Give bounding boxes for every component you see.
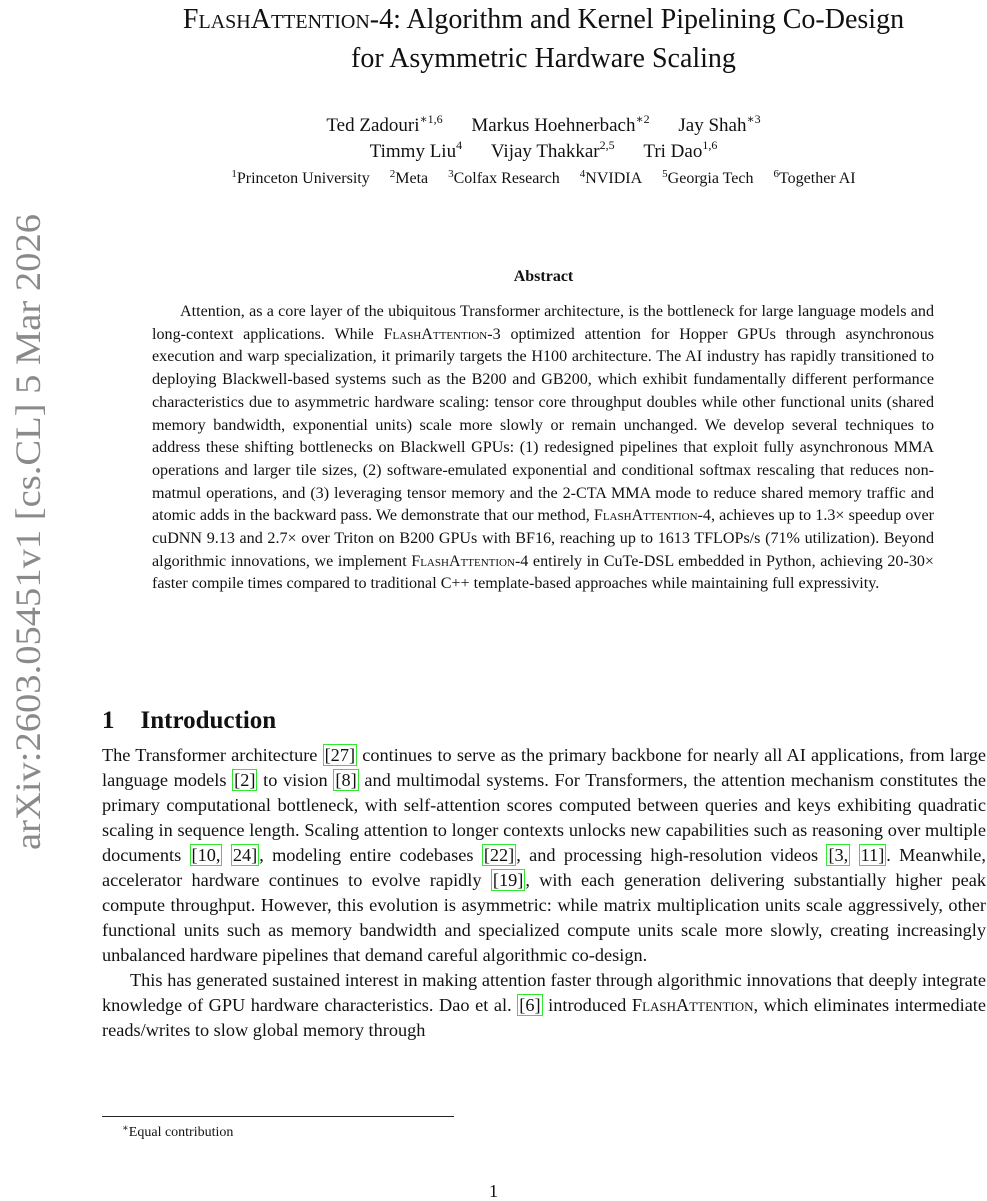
citation-link[interactable]: 11] [860,845,885,865]
paragraph: The Transformer architecture [27] continues to serve as the primary backbone for nearly all AI applications, from large language models [2] to vision [8] and multimodal systems. For Transformers, the attention mechanism constitutes the primary computational bottleneck, with self-attention scores computed between queries and keys exhibiting quadratic scaling in sequence length. Scaling attention to longer contexts unlocks new capabilities such as reasoning over multiple documents [10, 24] , modeling entire codebases [22] , and processing high-resolution videos [3, 11] . Meanwhile, accelerator hardware continues to evolve rapidly [19] , with each generation delivering substantially higher peak compute throughput. However, this evolution is asymmetric: while matrix multiplication units scale aggressively, other functional units such as memory bandwidth and specialized compute units scale more slowly, creating increasingly unbalanced hardware pipelines that demand careful algorithmic co-design. [102,745,986,965]
page-number: 1 [489,1181,498,1201]
system-name: FlashAttention [593,507,698,525]
title-line1-rest: : Algorithm and Kernel Pipelining Co-Design [393,4,905,35]
footnote-rule [102,1116,454,1117]
title-line2: for Asymmetric Hardware Scaling [351,43,736,74]
paper-title [100,0,987,78]
system-name: FlashAttention [383,325,488,343]
section-number: 1 [102,707,115,734]
arxiv-identifier: arXiv:2603.05451v1 [cs.CL] 5 Mar 2026 [8,256,48,850]
citation-link[interactable]: [2] [234,770,256,790]
citation-link[interactable]: 24] [232,845,258,865]
affiliation: $^6$Together AI [773,168,856,187]
system-name: FlashAttention [631,995,754,1015]
system-name: FlashAttention [411,552,515,570]
citation-link[interactable]: [8] [335,770,357,790]
citation-link[interactable]: [3, [828,845,849,865]
author: Vijay Thakkar$^{2,5}$ [490,138,615,162]
section-heading-introduction [102,704,276,738]
citation-link[interactable]: [10, [191,845,221,865]
affiliation: $^3$Colfax Research [448,168,560,187]
title-system-name: FlashAttention-4 [182,4,394,35]
author-row-2 [100,139,987,165]
abstract-heading: Abstract [513,268,574,285]
section-title: Introduction [140,707,277,734]
author: Jay Shah$^{∗3}$ [678,112,761,136]
affiliation: $^4$NVIDIA [579,168,643,187]
author-list [100,113,987,165]
footnote: ∗Equal contribution [122,1123,234,1140]
abstract-text: Attention, as a core layer of the ubiquitous Transformer architecture, is the bottleneck for large language models and long-context applications. While FlashAttention-3 optimized attention for Hopper GPUs through asynchronous execution and warp specialization, it primarily targets the H100 architecture. The AI industry has rapidly transitioned to deploying Blackwell-based systems such as the B200 and GB200, which exhibit fundamentally different performance characteristics due to asymmetric hardware scaling: tensor core throughput doubles while other functional units (shared memory bandwidth, exponential units) scale more slowly or remain unchanged. We develop several techniques to address these shifting bottlenecks on Blackwell GPUs: (1) redesigned pipelines that exploit fully asynchronous MMA operations and larger tile sizes, (2) software-emulated exponential and conditional softmax rescaling that reduces non-matmul operations, and (3) leveraging tensor memory and the 2-CTA MMA mode to reduce shared memory traffic and atomic adds in the backward pass. We demonstrate that our method, FlashAttention-4, achieves up to 1.3× speedup over cuDNN 9.13 and 2.7× over Triton on B200 GPUs with BF16, reaching up to 1613 TFLOPs/s (71% utilization). Beyond algorithmic innovations, we implement FlashAttention-4 entirely in CuTe-DSL embedded in Python, achieving 20-30× faster compile times compared to traditional C++ template-based approaches while maintaining full expressivity. [152,303,935,593]
author: Markus Hoehnerbach$^{∗2}$ [471,112,650,136]
citation-link[interactable]: [22] [483,845,515,865]
author: Tri Dao$^{1,6}$ [643,138,718,162]
affiliation-list [100,168,987,190]
citation-link[interactable]: [6] [519,995,541,1015]
affiliation: $^1$Princeton University [231,168,370,187]
citation-link[interactable]: [19] [492,870,524,890]
citation-link[interactable]: [27] [324,745,356,765]
affiliation: $^5$Georgia Tech [662,168,754,187]
affiliation: $^2$Meta [389,168,429,187]
author: Ted Zadouri$^{∗1,6}$ [326,112,443,136]
arxiv-stamp [2,212,52,852]
paragraph: This has generated sustained interest in making attention faster through algorithmic innovations that deeply integrate knowledge of GPU hardware characteristics. Dao et al. [6] introduced FlashAttention, which eliminates intermediate reads/writes to slow global memory through [102,970,986,1040]
author: Timmy Liu$^4$ [369,138,463,162]
author-row-1 [100,113,987,139]
introduction-body [102,743,986,1043]
